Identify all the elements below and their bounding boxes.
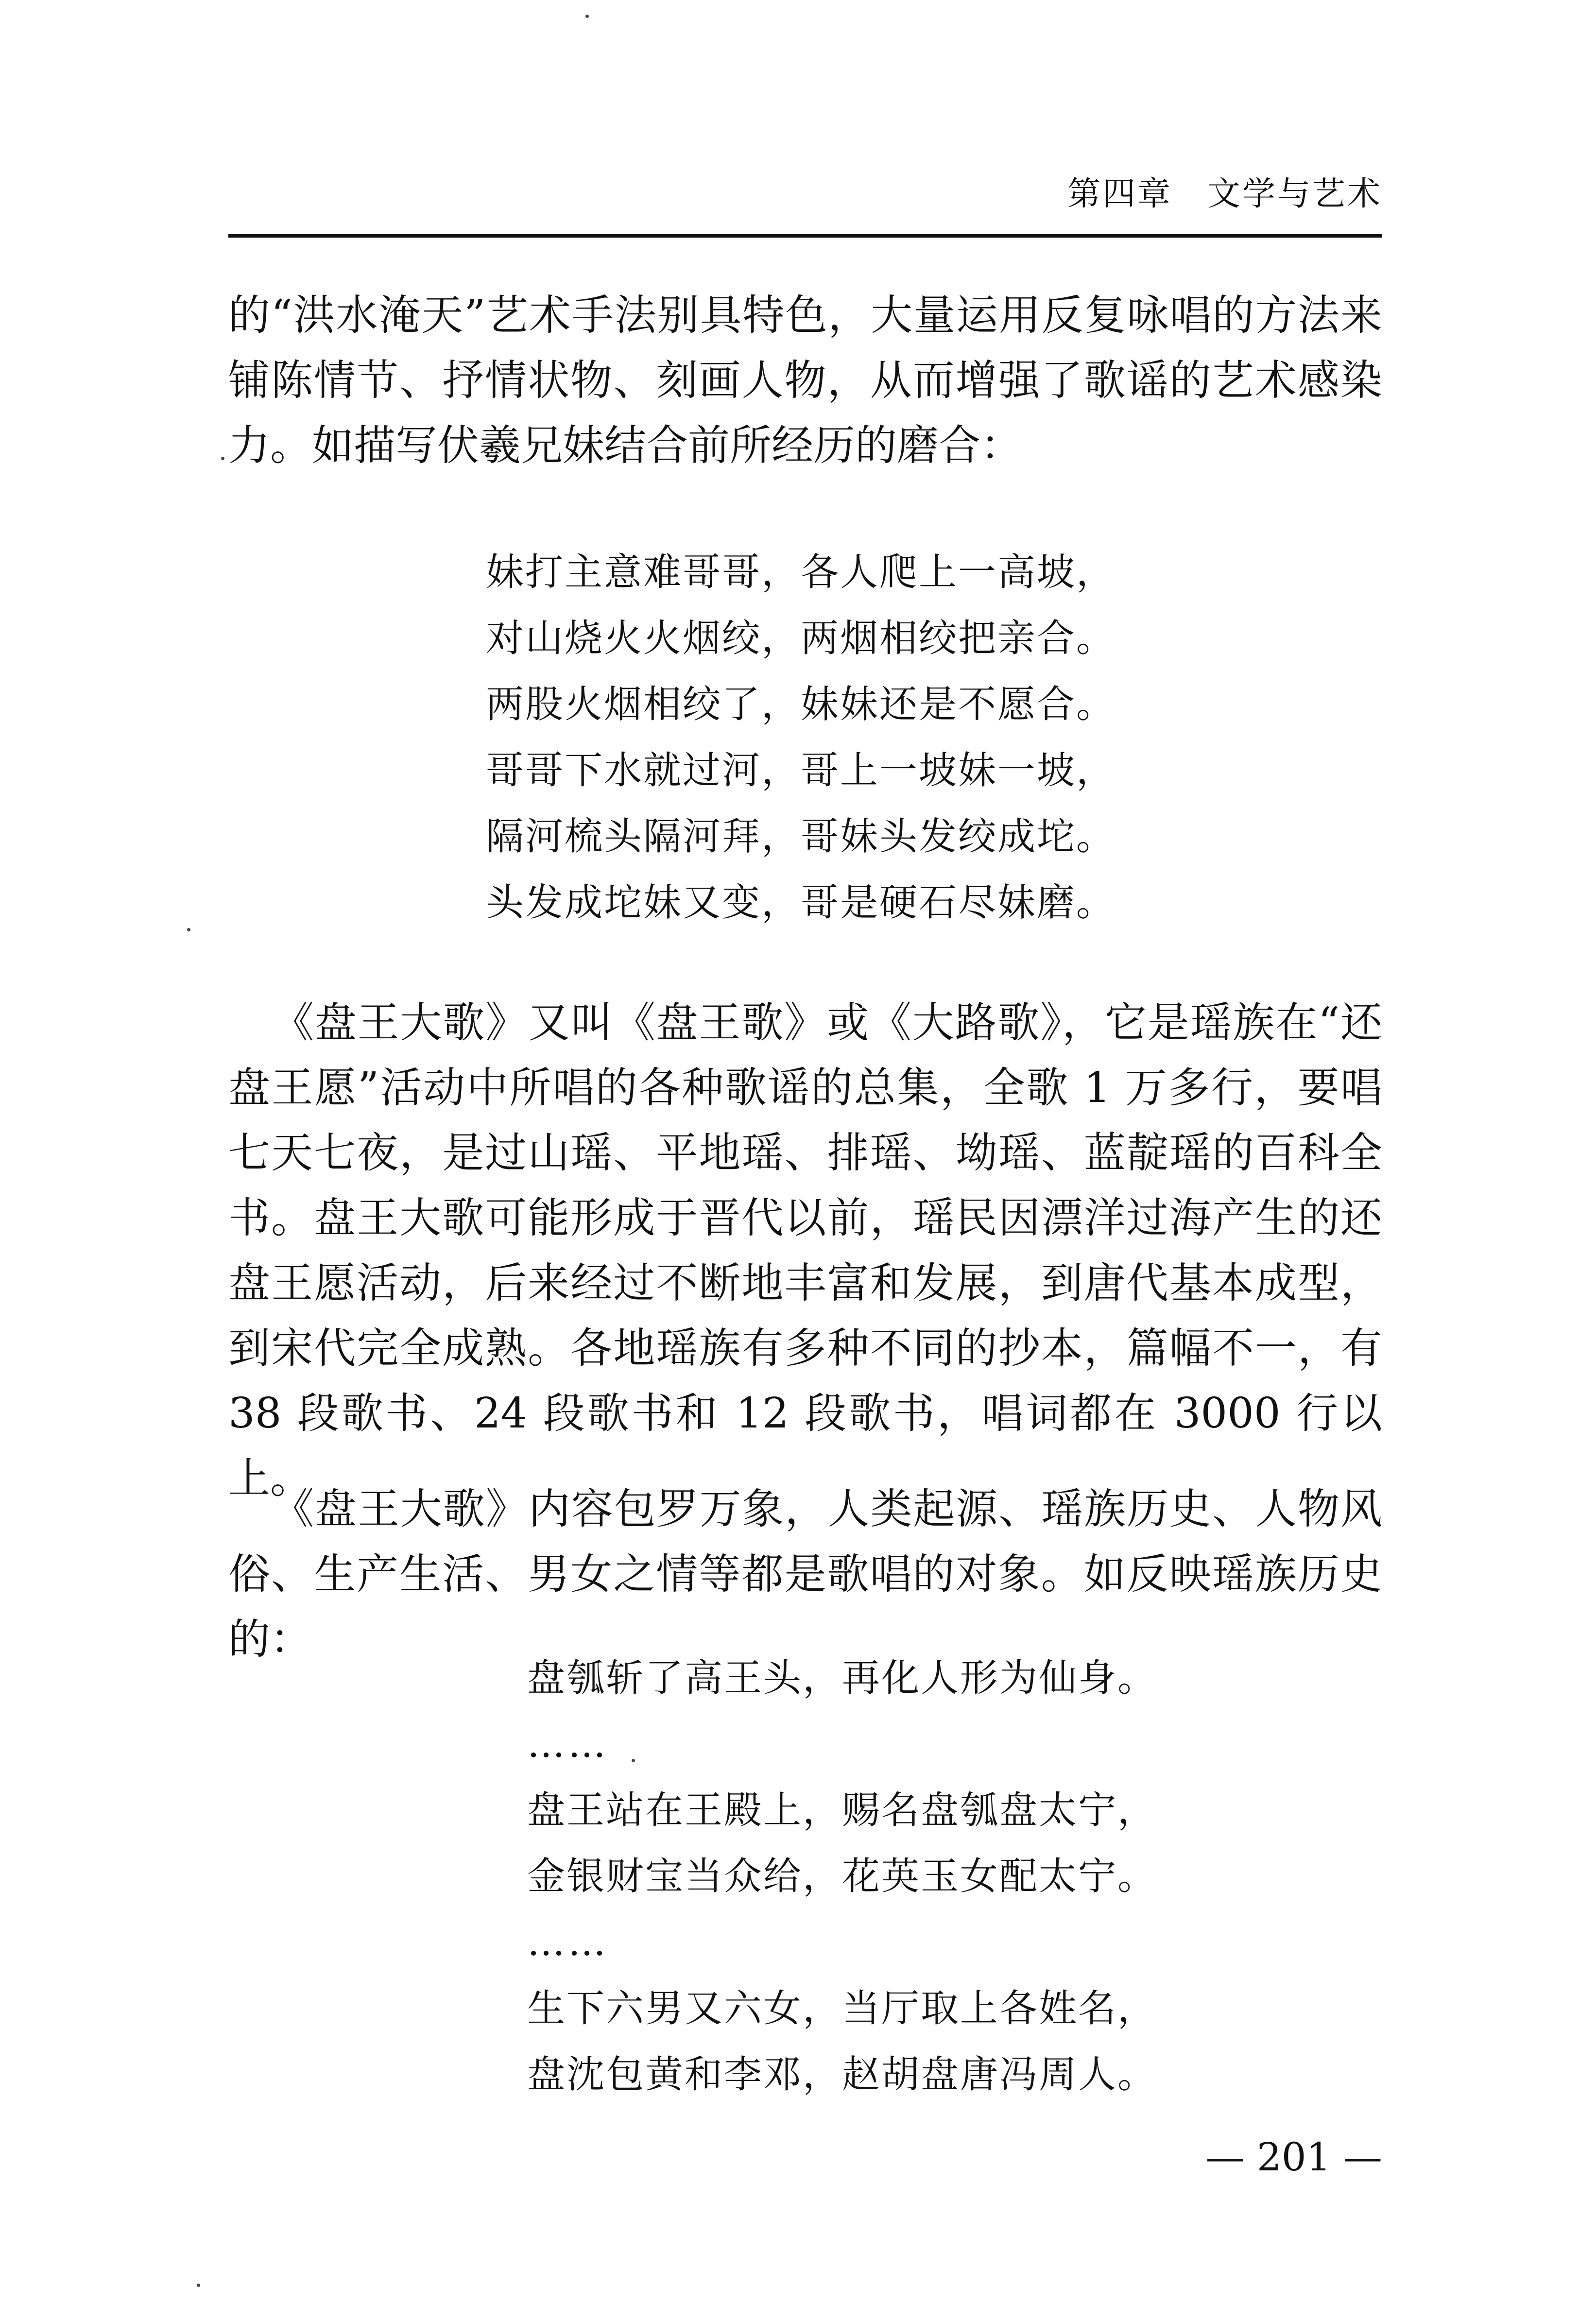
paragraph-2: 《盘王大歌》又叫《盘王歌》或《大路歌》，它是瑶族在“还盘王愿”活动中所唱的各种歌谣的总集，全歌 1 万多行，要唱七天七夜，是过山瑶、平地瑶、排瑶、坳瑶、蓝靛瑶的百科全书。盘王大歌可能形成于晋代以前，瑶民因漂洋过海产生的还盘王愿活动，后来经过不断地丰富和发展，到唐代基本成型，到宋代完全成熟。各地瑶族有多种不同的抄本，篇幅不一，有 38 段歌书、24 段歌书和 12 段歌书，唱词都在 3000 行以上。 <box>228 998 1382 1503</box>
scan-speck <box>197 2284 200 2287</box>
verse-line: 生下六男又六女，当厅取上各姓名， <box>527 1987 1157 2030</box>
paragraph-3: 《盘王大歌》内容包罗万象，人类起源、瑶族历史、人物风俗、生产生活、男女之情等都是歌唱的对象。如反映瑶族历史的： <box>228 1485 1382 1664</box>
verse-line: 盘王站在王殿上，赐名盘瓠盘太宁， <box>527 1788 1157 1832</box>
paragraph-1: 的“洪水淹天”艺术手法别具特色，大量运用反复咏唱的方法来铺陈情节、抒情状物、刻画人物，从而增强了歌谣的艺术感染力。如描写伏羲兄妹结合前所经历的磨合： <box>228 291 1382 470</box>
verse-line: 哥哥下水就过河，哥上一坡妹一坡， <box>486 749 1116 792</box>
verse-line: 头发成坨妹又变，哥是硬石尽妹磨。 <box>486 881 1116 925</box>
verse-line: 妹打主意难哥哥，各人爬上一高坡， <box>486 550 1116 594</box>
page-number: — 201 — <box>1205 2134 1382 2180</box>
header-rule <box>228 234 1382 238</box>
verse-line: 两股火烟相绞了，妹妹还是不愿合。 <box>486 683 1116 726</box>
scan-speck <box>221 457 224 460</box>
verse-line: 金银财宝当众给，花英玉女配太宁。 <box>527 1855 1157 1898</box>
verse-block-2 <box>527 1645 1157 2108</box>
verse-line: 对山烧火火烟绞，两烟相绞把亲合。 <box>486 617 1116 660</box>
running-head: 第四章 文学与艺术 <box>1067 175 1382 213</box>
scan-speck <box>187 928 190 931</box>
verse-line: 盘瓠斩了高王头，再化人形为仙身。 <box>527 1656 1157 1700</box>
scan-speck <box>632 1759 635 1762</box>
verse-block-1 <box>486 539 1115 936</box>
verse-line: 隔河梳头隔河拜，哥妹头发绞成坨。 <box>486 815 1116 859</box>
scan-speck <box>585 15 589 18</box>
verse-ellipsis: …… <box>527 1722 609 1766</box>
verse-ellipsis: …… <box>527 1921 609 1964</box>
verse-line: 盘沈包黄和李邓，赵胡盘唐冯周人。 <box>527 2053 1157 2097</box>
